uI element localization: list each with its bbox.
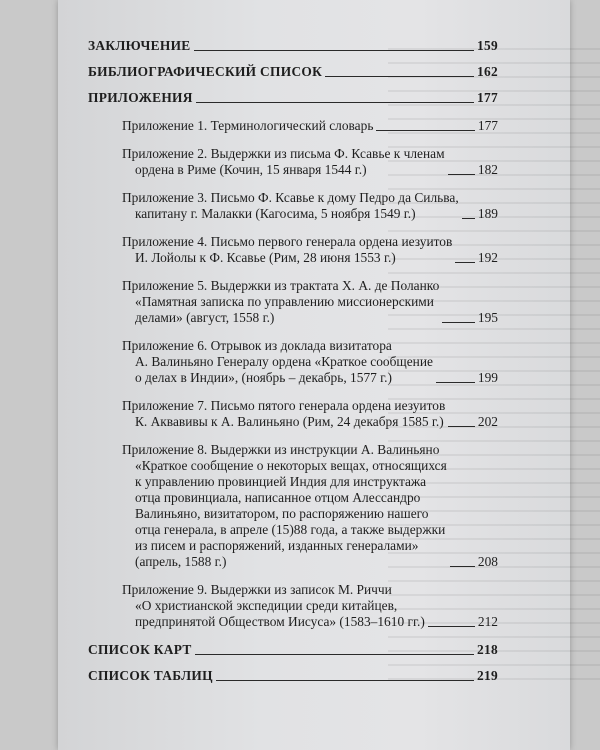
- toc-entry-title: СПИСОК КАРТ: [88, 642, 192, 657]
- toc-entry-title: [122, 442, 447, 570]
- toc-entry-bibliography: [88, 64, 498, 80]
- toc-entry-title: СПИСОК ТАБЛИЦ: [88, 668, 213, 683]
- title-line: Приложение 2. Выдержки из письма Ф. Ксавье к членам: [122, 146, 445, 161]
- toc-entry-page: 199: [477, 370, 498, 385]
- toc-entry-page: 219: [477, 668, 498, 683]
- toc-entry-title: [122, 190, 459, 222]
- toc-entry-page: 208: [477, 554, 498, 569]
- toc-entry-page: 195: [477, 310, 498, 325]
- title-line: И. Лойолы к Ф. Ксавье (Рим, 28 июня 1553 г.): [135, 250, 396, 265]
- toc-entry-appendix-9: [122, 582, 498, 630]
- leader-line: [196, 102, 474, 103]
- title-line: отца генерала, в апреле (15)88 года, а также выдержки: [135, 522, 446, 537]
- title-line: Приложение 6. Отрывок из доклада визитатора: [122, 338, 392, 353]
- leader-line: [376, 130, 474, 131]
- title-line: Валиньяно, визитатором, по распоряжению нашего: [135, 506, 429, 521]
- toc-entry-title: [122, 582, 425, 630]
- toc-entry-title: [122, 118, 373, 134]
- title-line: Приложение 5. Выдержки из трактата Х. А. де Поланко: [122, 278, 440, 293]
- toc-entry-page: 218: [477, 642, 498, 657]
- toc-entry-page: 192: [477, 250, 498, 265]
- leader-line: [448, 426, 475, 427]
- toc-entry-appendix-6: [122, 338, 498, 386]
- toc-entry-title: [122, 234, 452, 266]
- title-line: «Краткое сообщение о некоторых вещах, относящихся: [135, 458, 447, 473]
- toc-entry-page: 202: [477, 414, 498, 429]
- title-line: предпринятой Обществом Иисуса» (1583–1610 гг.): [135, 614, 425, 629]
- leader-line: [194, 50, 474, 51]
- title-line: ордена в Риме (Кочин, 15 января 1544 г.): [135, 162, 367, 177]
- toc-entry-appendix-8: [122, 442, 498, 570]
- toc-entry-conclusion: [88, 38, 498, 54]
- title-line: капитану г. Малакки (Кагосима, 5 ноября 1549 г.): [135, 206, 416, 221]
- title-line: делами» (август, 1558 г.): [135, 310, 275, 325]
- toc-entry-appendix-7: [122, 398, 498, 430]
- toc-entry-map-list: [88, 642, 498, 658]
- leader-line: [455, 262, 475, 263]
- leader-line: [428, 626, 475, 627]
- toc-entry-title: [122, 338, 433, 386]
- leader-line: [450, 566, 475, 567]
- leader-line: [325, 76, 474, 77]
- title-line: отца провинциала, написанное отцом Алессандро: [135, 490, 421, 505]
- toc-entry-title: БИБЛИОГРАФИЧЕСКИЙ СПИСОК: [88, 64, 323, 79]
- leader-line: [436, 382, 475, 383]
- title-line: «О христианской экспедиции среди китайцев,: [135, 598, 398, 613]
- toc-entry-page: 212: [477, 614, 498, 629]
- toc-entry-page: 189: [477, 206, 498, 221]
- toc-entry-title: [122, 278, 439, 326]
- title-line: Приложение 7. Письмо пятого генерала ордена иезуитов: [122, 398, 446, 413]
- leader-line: [442, 322, 475, 323]
- toc-entry-title: [122, 398, 445, 430]
- title-line: Приложение 3. Письмо Ф. Ксавье к дому Педро да Сильва,: [122, 190, 459, 205]
- leader-line: [462, 218, 475, 219]
- title-line: Приложение 9. Выдержки из записок М. Риччи: [122, 582, 392, 597]
- title-line: из писем и распоряжений, изданных генералами»: [135, 538, 419, 553]
- toc-entry-appendix-4: [122, 234, 498, 266]
- title-line: Приложение 4. Письмо первого генерала ордена иезуитов: [122, 234, 453, 249]
- toc-entry-appendix-3: [122, 190, 498, 222]
- toc-entry-title: ПРИЛОЖЕНИЯ: [88, 90, 193, 105]
- toc-entry-table-list: [88, 668, 498, 684]
- title-line: «Памятная записка по управлению миссионерскими: [135, 294, 434, 309]
- title-line: (апрель, 1588 г.): [135, 554, 227, 569]
- title-line: о делах в Индии», (ноябрь – декабрь, 1577 г.): [135, 370, 392, 385]
- title-line: Приложение 1. Терминологический словарь: [122, 118, 374, 133]
- title-line: Приложение 8. Выдержки из инструкции А. Валиньяно: [122, 442, 440, 457]
- toc-entry-title: [122, 146, 445, 178]
- table-of-contents: [88, 38, 498, 694]
- leader-line: [216, 680, 474, 681]
- toc-entry-page: 159: [477, 38, 498, 53]
- toc-entry-page: 162: [477, 64, 498, 79]
- toc-entry-page: 182: [477, 162, 498, 177]
- toc-entry-appendices: [88, 90, 498, 106]
- toc-entry-appendix-2: [122, 146, 498, 178]
- toc-entry-title: ЗАКЛЮЧЕНИЕ: [88, 38, 191, 53]
- toc-entry-page: 177: [477, 90, 498, 105]
- toc-entry-appendix-5: [122, 278, 498, 326]
- toc-entry-appendix-1: [122, 118, 498, 134]
- title-line: к управлению провинцией Индия для инструктажа: [135, 474, 427, 489]
- leader-line: [448, 174, 475, 175]
- title-line: А. Валиньяно Генералу ордена «Краткое сообщение: [135, 354, 433, 369]
- leader-line: [195, 654, 474, 655]
- toc-entry-page: 177: [477, 118, 498, 133]
- title-line: К. Аквавивы к А. Валиньяно (Рим, 24 декабря 1585 г.): [135, 414, 444, 429]
